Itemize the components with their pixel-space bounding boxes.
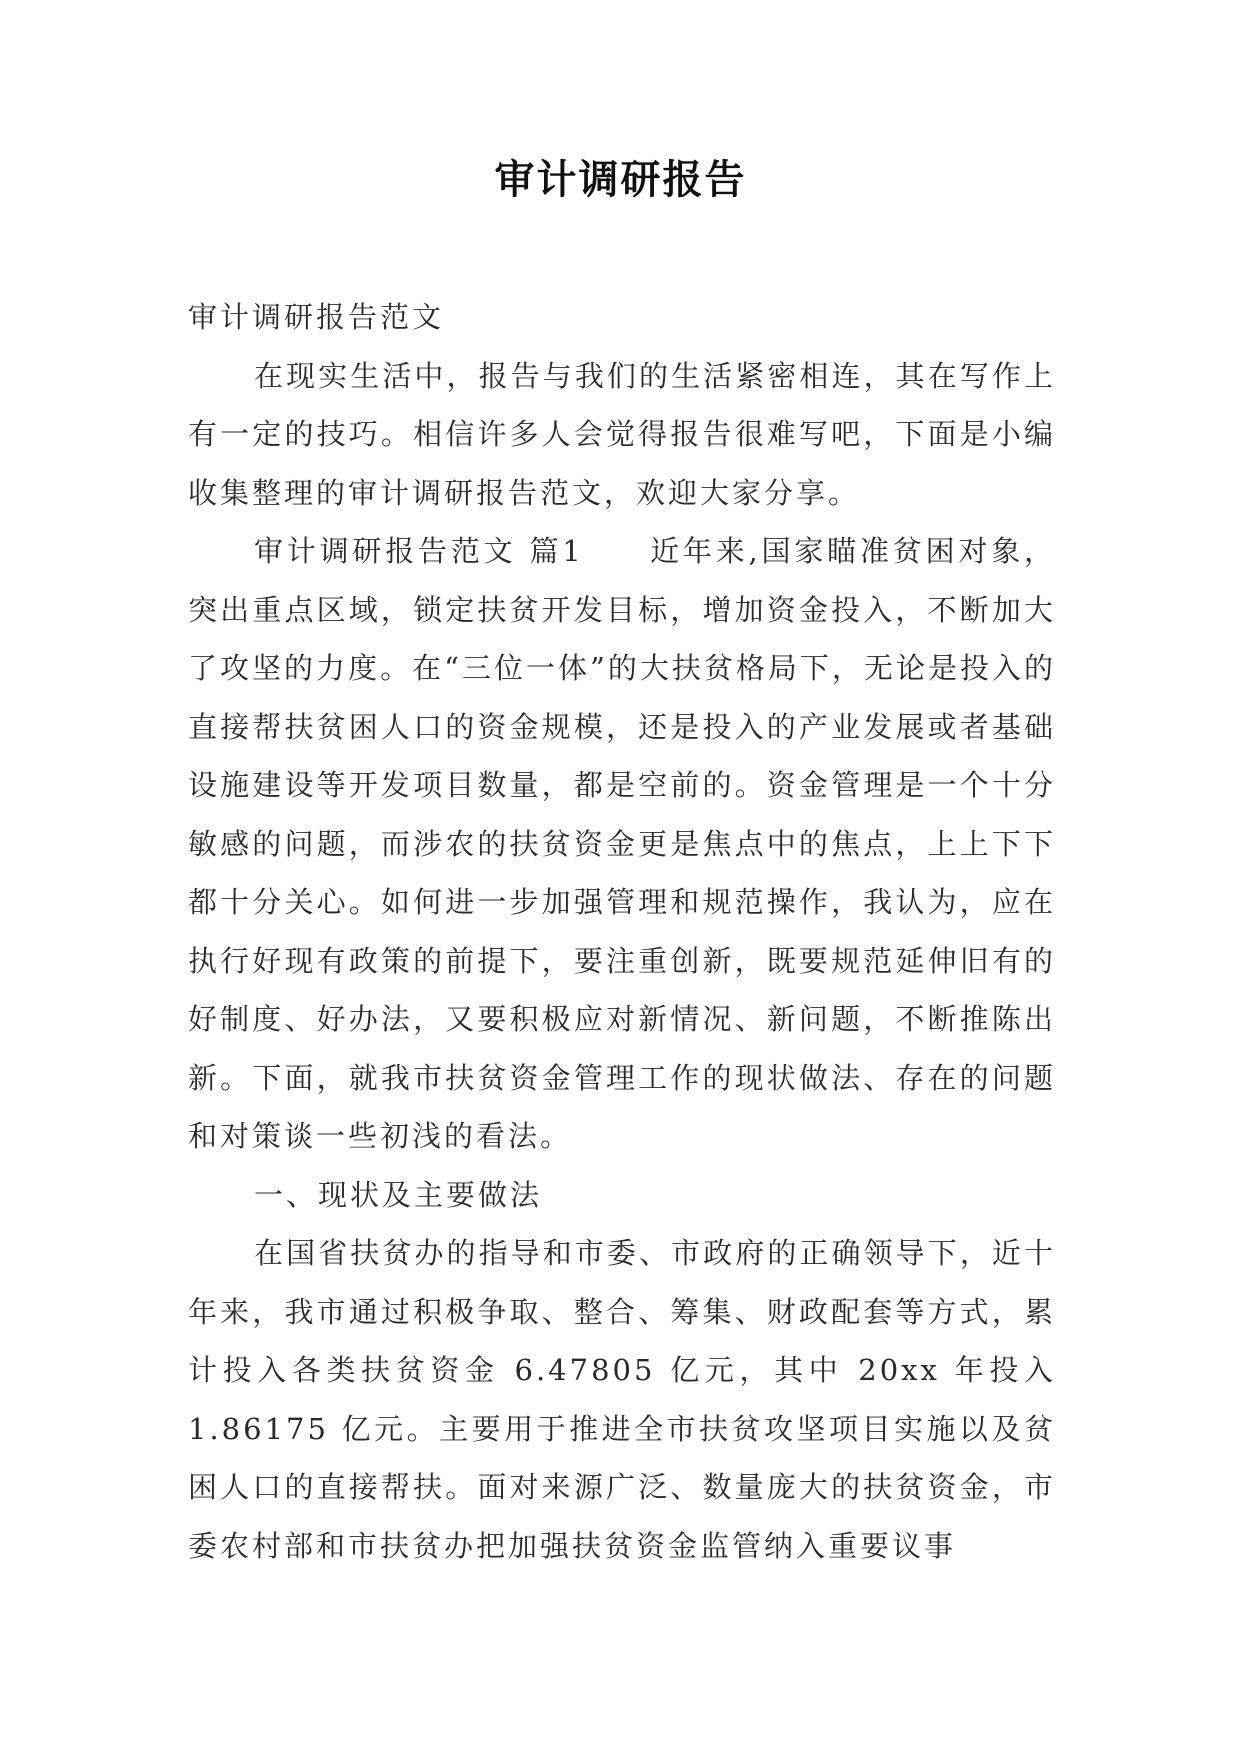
section-heading: 一、现状及主要做法 xyxy=(254,1177,543,1212)
paragraph-status: 在国省扶贫办的指导和市委、市政府的正确领导下，近十年来，我市通过积极争取、整合、筹集、财政配套等方式，累计投入各类扶贫资金 6.47805 亿元，其中 20xx 年投入1.86175 亿元。主要用于推进全市扶贫攻坚项目实施以及贫困人口的直接帮扶。面对来源广泛、数量庞大的扶贫资金，市委农村部和市扶贫办把加强扶贫资金监管纳入重要议事 xyxy=(188,1236,1056,1563)
document-body xyxy=(188,288,1056,1575)
paragraph-intro: 在现实生活中，报告与我们的生活紧密相连，其在写作上有一定的技巧。相信许多人会觉得报告很难写吧，下面是小编收集整理的审计调研报告范文，欢迎大家分享。 xyxy=(188,358,1056,510)
document-subtitle: 审计调研报告范文 xyxy=(188,300,445,334)
paragraph-section-1: 审计调研报告范文 篇1 近年来,国家瞄准贫困对象，突出重点区域，锁定扶贫开发目标，增加资金投入，不断加大了攻坚的力度。在“三位一体”的大扶贫格局下，无论是投入的直接帮扶贫困人口的资金规模，还是投入的产业发展或者基础设施建设等开发项目数量，都是空前的。资金管理是一个十分敏感的问题，而涉农的扶贫资金更是焦点中的焦点，上上下下都十分关心。如何进一步加强管理和规范操作，我认为，应在执行好现有政策的前提下，要注重创新，既要规范延伸旧有的好制度、好办法，又要积极应对新情况、新问题，不断推陈出新。下面，就我市扶贫资金管理工作的现状做法、存在的问题和对策谈一些初浅的看法。 xyxy=(188,534,1056,1153)
document-title: 审计调研报告 xyxy=(494,156,747,203)
